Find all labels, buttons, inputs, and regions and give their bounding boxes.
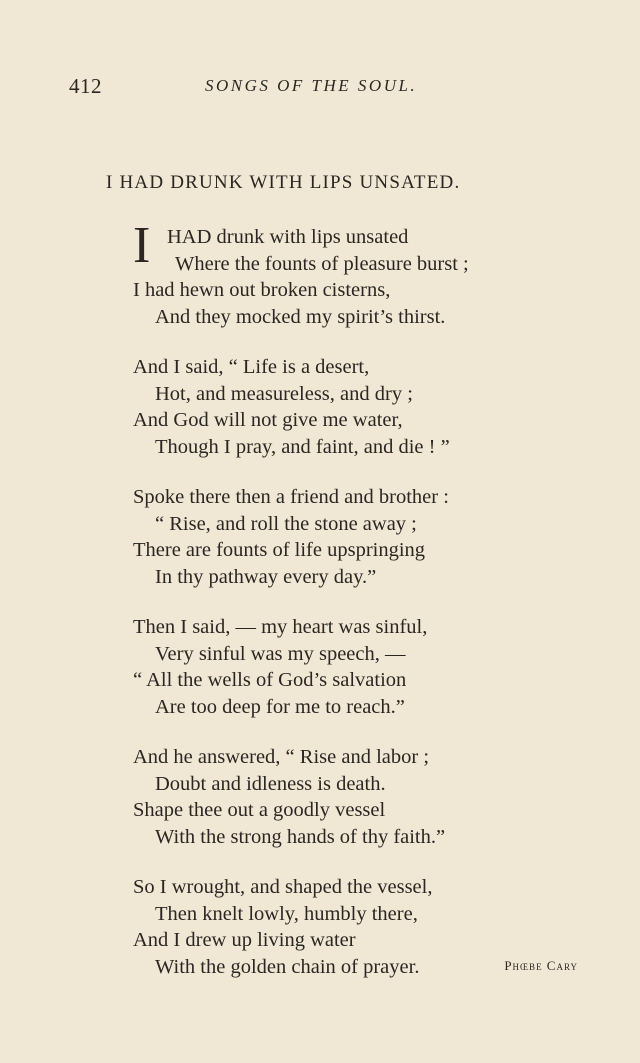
page-number: 412 — [69, 74, 102, 98]
poem-attribution: Phœbe Cary — [504, 958, 578, 973]
poem-line: Then knelt lowly, humbly there, — [155, 902, 418, 925]
poem-line: Very sinful was my speech, — — [155, 642, 406, 665]
poem-line: Are too deep for me to reach.” — [155, 695, 405, 718]
poem-line: And I said, “ Life is a desert, — [133, 356, 370, 378]
poem-body — [133, 217, 573, 980]
stanza — [133, 484, 573, 590]
stanza — [133, 354, 573, 460]
running-head: SONGS OF THE SOUL. — [205, 76, 418, 95]
poem-line: And I drew up living water — [133, 929, 356, 951]
poem-line: And God will not give me water, — [133, 409, 403, 431]
poem-line: Then I said, — my heart was sinful, — [133, 616, 428, 638]
poem-line: Hot, and measureless, and dry ; — [155, 382, 413, 405]
poem-line: “ All the wells of God’s salvation — [133, 669, 407, 691]
stanza — [133, 744, 573, 850]
poem-line: With the strong hands of thy faith.” — [155, 825, 446, 848]
poem-line: I had hewn out broken cisterns, — [133, 279, 391, 301]
poem-line: And he answered, “ Rise and labor ; — [133, 746, 430, 768]
poem-line: There are founts of life upspringing — [133, 539, 426, 561]
poem-line: Spoke there then a friend and brother : — [133, 486, 449, 508]
stanza — [133, 217, 573, 330]
drop-cap: I — [133, 217, 151, 274]
poem-line: HAD drunk with lips unsated — [167, 226, 409, 248]
poem-title: I HAD DRUNK WITH LIPS UNSATED. — [106, 172, 461, 193]
poem-line: Shape thee out a goodly vessel — [133, 799, 386, 821]
poem-line: With the golden chain of prayer. — [155, 955, 420, 978]
poem-line: Where the founts of pleasure burst ; — [175, 252, 469, 275]
poem-line: So I wrought, and shaped the vessel, — [133, 876, 433, 898]
poem-line: Though I pray, and faint, and die ! ” — [155, 435, 450, 458]
poem-line: And they mocked my spirit’s thirst. — [155, 305, 446, 328]
stanza — [133, 614, 573, 720]
poem-line: Doubt and idleness is death. — [155, 772, 386, 795]
poem-line: In thy pathway every day.” — [155, 565, 377, 588]
poem-line: “ Rise, and roll the stone away ; — [155, 512, 417, 535]
